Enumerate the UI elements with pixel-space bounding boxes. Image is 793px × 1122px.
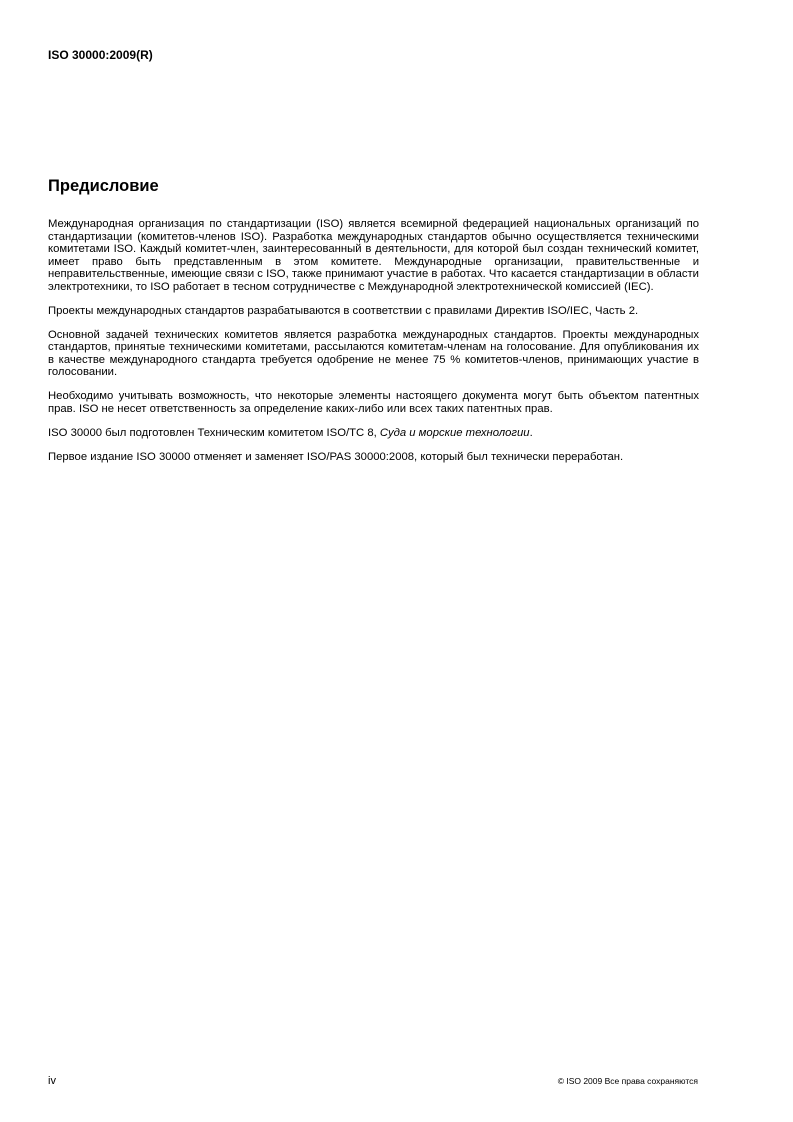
document-id-header: ISO 30000:2009(R) xyxy=(48,48,153,62)
prepared-by-text: ISO 30000 был подготовлен Техническим комитетом ISO/TC 8, xyxy=(48,426,380,439)
paragraph-iso-organization: Международная организация по стандартизации (ISO) является всемирной федерацией национальных организаций по стандартизации (комитетов-членов ISO). Разработка международных стандартов обычно осуществляется техническими комитетами ISO. Каждый комитет-член, заинтересованный в деятельности, для которой был создан технический комитет, имеет право быть представленным в этом комитете. Международные организации, правительственные и неправительственные, имеющие связи с ISO, также принимают участие в работах. Что касается стандартизации в области электротехники, то ISO работает в тесном сотрудничестве с Международной электротехнической комиссией (IEC). xyxy=(48,218,699,293)
paragraph-edition: Первое издание ISO 30000 отменяет и заменяет ISO/PAS 30000:2008, который был технически переработан. xyxy=(48,450,624,463)
prepared-by-period: . xyxy=(529,426,533,439)
paragraph-patent-rights: Необходимо учитывать возможность, что некоторые элементы настоящего документа могут быть объектом патентных прав. ISO не несет ответственность за определение каких-либо или всех таких патентных прав. xyxy=(48,390,699,415)
committee-name: Суда и морские технологии xyxy=(379,426,530,439)
page-number: iv xyxy=(48,1075,56,1087)
paragraph-technical-committees: Основной задачей технических комитетов является разработка международных стандартов. Проекты международных стандартов, принятые техническими комитетами, рассылаются комитетам-членам на голосование. Для опубликования их в качестве международного стандарта требуется одобрение не менее 75 % комитетов-членов, принимающих участие в голосовании. xyxy=(48,328,699,378)
copyright-notice: © ISO 2009 Все права сохраняются xyxy=(557,1076,698,1086)
paragraph-directives: Проекты международных стандартов разрабатываются в соответствии с правилами Директив ISO/IEC, Часть 2. xyxy=(48,304,639,317)
paragraph-prepared-by xyxy=(48,427,699,440)
page-title: Предисловие xyxy=(48,177,159,195)
foreword-body xyxy=(48,218,699,475)
